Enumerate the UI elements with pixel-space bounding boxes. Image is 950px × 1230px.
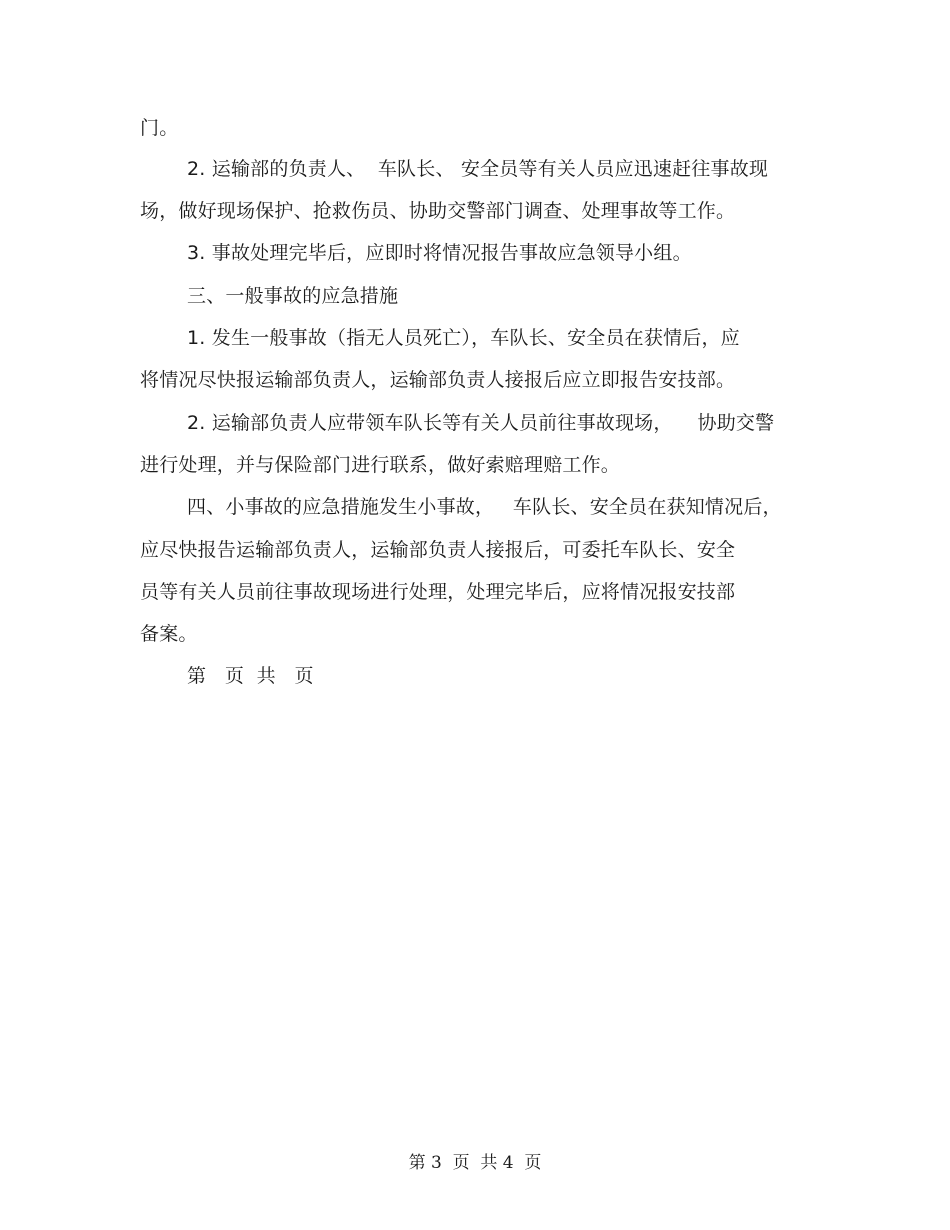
page-footer: 第 3 页 共 4 页 bbox=[408, 1153, 542, 1173]
paragraph-line: 员等有关人员前往事故现场进行处理，处理完毕后，应将情况报安技部 bbox=[140, 581, 736, 603]
paragraph-line: 将情况尽快报运输部负责人，运输部负责人接报后应立即报告安技部。 bbox=[140, 369, 736, 391]
paragraph-line: 2. 运输部的负责人、 车队长、 安全员等有关人员应迅速赶往事故现 bbox=[187, 158, 769, 180]
section-heading: 三、一般事故的应急措施 bbox=[187, 285, 399, 307]
paragraph-line: 备案。 bbox=[140, 623, 198, 645]
inline-page-counter: 第 页 共 页 bbox=[187, 665, 314, 687]
paragraph-line: 门。 bbox=[140, 117, 179, 139]
paragraph-line: 场，做好现场保护、抢救伤员、协助交警部门调查、处理事故等工作。 bbox=[140, 200, 736, 222]
paragraph-line: 2. 运输部负责人应带领车队长等有关人员前往事故现场， 协助交警 bbox=[187, 412, 775, 434]
paragraph-line: 应尽快报告运输部负责人，运输部负责人接报后，可委托车队长、安全 bbox=[140, 539, 736, 561]
paragraph-line: 3. 事故处理完毕后，应即时将情况报告事故应急领导小组。 bbox=[187, 242, 692, 264]
paragraph-line: 进行处理，并与保险部门进行联系，做好索赔理赔工作。 bbox=[140, 454, 621, 476]
paragraph-line: 四、小事故的应急措施发生小事故， 车队长、安全员在获知情况后， bbox=[187, 496, 782, 518]
paragraph-line: 1. 发生一般事故（指无人员死亡），车队长、安全员在获情后，应 bbox=[187, 327, 740, 349]
